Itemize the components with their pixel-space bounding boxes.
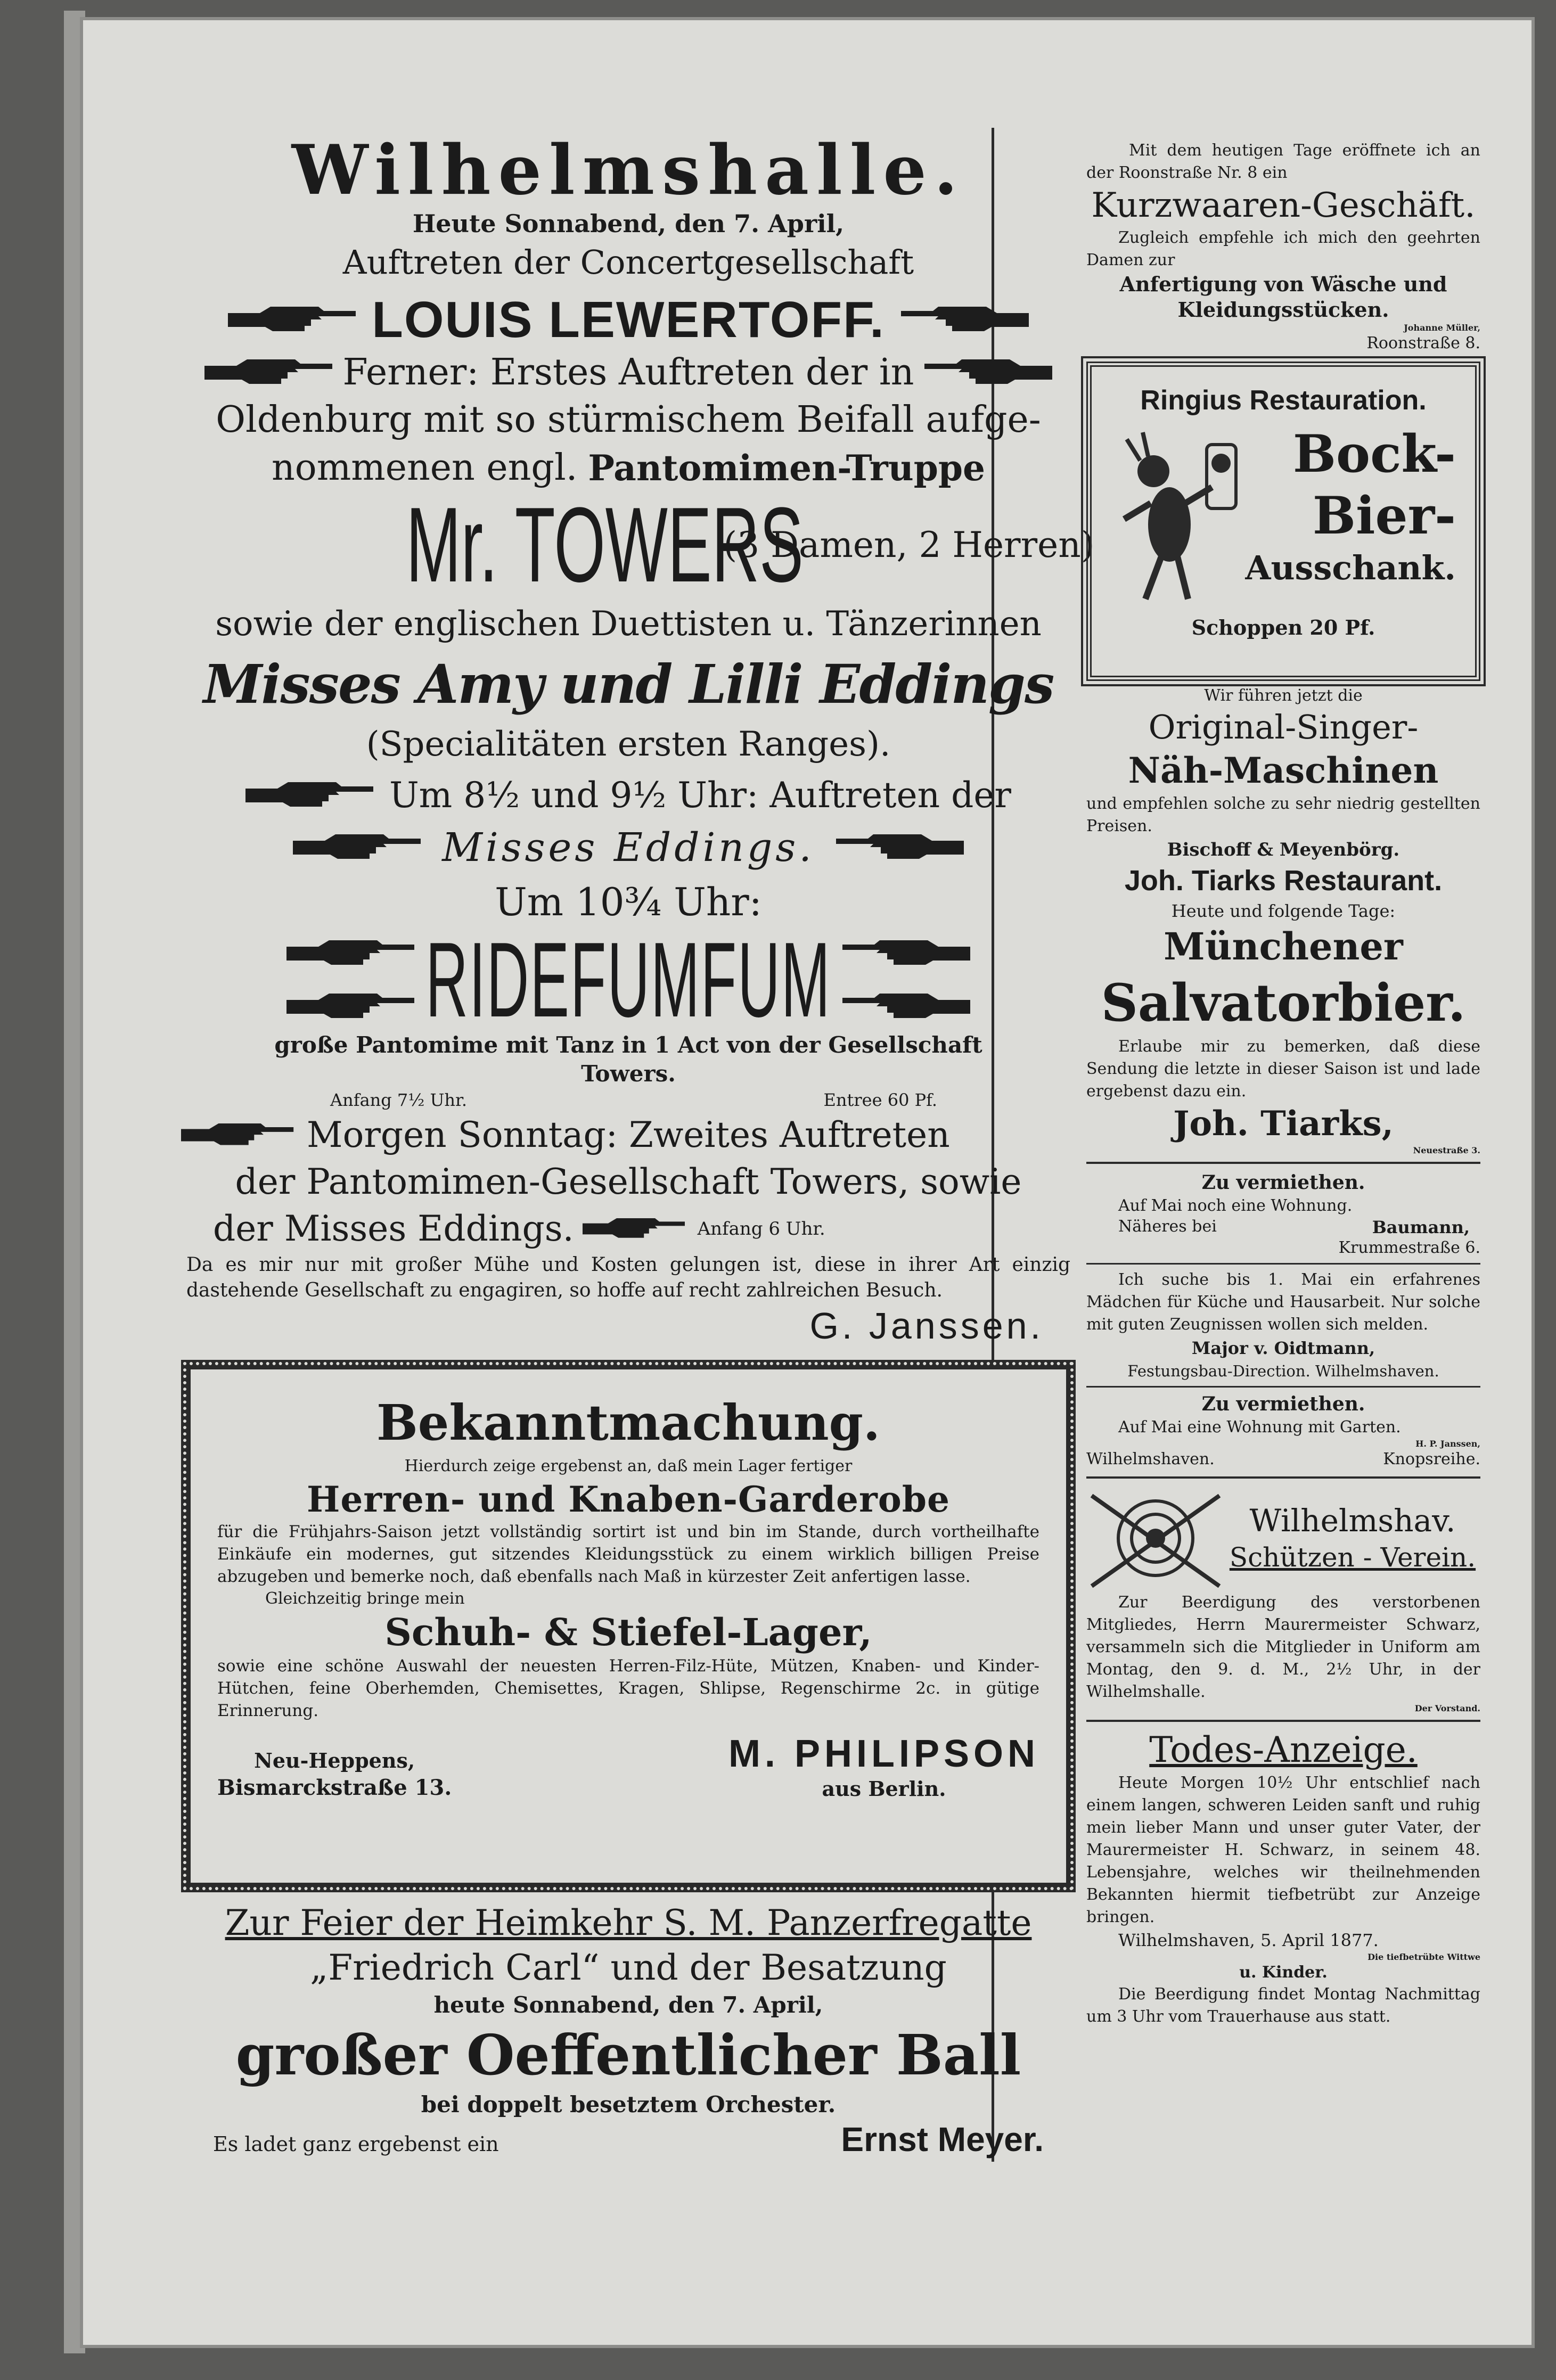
muenchener: Münchener: [1164, 924, 1403, 969]
pantomime-line-1: große Pantomime mit Tanz in 1 Act von der Gesellschaft: [274, 1032, 982, 1058]
pointing-hand-icon: [583, 1210, 689, 1248]
verm2-addr: Knopsreihe.: [1383, 1450, 1480, 1468]
philipson-name: M. PHILIPSON: [728, 1733, 1039, 1775]
ferner-line-3-row: [181, 444, 1076, 492]
anfang-time: Anfang 7½ Uhr.: [330, 1090, 467, 1110]
bock-goat-icon: [1111, 423, 1244, 615]
kurz-name: Johanne Müller,: [1404, 323, 1480, 333]
kurz-bold: Anfertigung von Wäsche und Kleidungsstücken.: [1119, 272, 1447, 322]
hands-right: [837, 935, 970, 1025]
kurz-addr: Roonstraße 8.: [1366, 334, 1480, 352]
um-8-text: Um 8½ und 9½ Uhr: Auftreten der: [389, 775, 1011, 816]
bekanntmachung-box: [181, 1360, 1076, 1892]
misses-amy-lilli: Misses Amy und Lilli Eddings: [203, 653, 1054, 716]
verm1-body: Auf Mai noch eine Wohnung.: [1118, 1196, 1353, 1215]
pointing-hand-icon: [896, 301, 1029, 339]
tiarks-body: Erlaube mir zu bemerken, daß diese Sendung die letzte in dieser Saison ist und lade ergebenst dazu ein.: [1086, 1037, 1480, 1101]
date-line: Heute Sonnabend, den 7. April,: [412, 209, 845, 238]
entree-price: Entree 60 Pf.: [823, 1090, 937, 1110]
ball-invite-row: [181, 2119, 1076, 2160]
anfang-entree-row: [181, 1088, 1076, 1112]
ball-line-1: Zur Feier der Heimkehr S. M. Panzerfregatte: [225, 1902, 1032, 1943]
duettisten-line: sowie der englischen Duettisten u. Tänzerinnen: [215, 604, 1042, 644]
divider: [1086, 1162, 1480, 1164]
tiarks-signature: Joh. Tiarks,: [1173, 1104, 1394, 1144]
sonntag-line-3: der Misses Eddings.: [213, 1208, 574, 1249]
bekannt-title: Bekanntmachung.: [376, 1394, 880, 1451]
bekannt-place: [217, 1747, 452, 1802]
maedchen-body: Ich suche bis 1. Mai ein erfahrenes Mädchen für Küche und Hausarbeit. Nur solche mit guten Zeugnissen wollen sich melden.: [1086, 1270, 1480, 1334]
divider: [1086, 1720, 1480, 1722]
ball-line-2: „Friedrich Carl“ und der Besatzung: [310, 1947, 947, 1988]
schuetzen-body: Zur Beerdigung des verstorbenen Mitgliedes, Herrn Maurermeister Schwarz, versammeln sich die Mitglieder in Uniform am Montag, den 9. d. M., 2½ Uhr, in der Wilhelmshalle.: [1086, 1593, 1480, 1701]
towers-name: Mr. TOWERS: [405, 486, 804, 604]
schuetzen-title: [1225, 1501, 1480, 1575]
bekannt-intro: Hierdurch zeige ergebenst an, daß mein Lager fertiger: [404, 1457, 853, 1475]
verm1-name: Baumann,: [1372, 1217, 1470, 1237]
schuetzen-line-1: Wilhelmshav.: [1249, 1503, 1456, 1539]
concert-line: Auftreten der Concertgesellschaft: [342, 243, 914, 282]
singer-title: Original-Singer-: [1148, 708, 1419, 746]
janssen-signature: G. Janssen.: [809, 1305, 1044, 1347]
bekannt-body: für die Frühjahrs-Saison jetzt vollständig sortirt ist und bin im Stande, durch vortheilhafte Einkäufe ein modernes, gut sitzendes Kleidungsstück zu einem wirklich billigen Preise abzugeben und bemerke noch, daß ebenfalls nach Maß in kürzester Zeit anfertigen lasse.: [217, 1522, 1039, 1586]
pointing-hand-icon: [204, 354, 338, 391]
sonntag-line-1: Morgen Sonntag: Zweites Auftreten: [307, 1114, 950, 1155]
ball-line-3: heute Sonnabend, den 7. April,: [433, 1992, 823, 2018]
pointing-hand-icon: [181, 1117, 298, 1154]
vorstand: Der Vorstand.: [1414, 1703, 1480, 1713]
singer-firm: Bischoff & Meyenbörg.: [1167, 839, 1400, 860]
ridefumfum-title: RIDEFUMFUM: [425, 921, 831, 1039]
bekannt-place-2: Bismarckstraße 13.: [217, 1775, 452, 1800]
pointing-hand-icon: [837, 988, 970, 1025]
pointing-hand-icon: [837, 935, 970, 972]
divider: [1086, 1476, 1480, 1479]
specialitaeten-line: (Specialitäten ersten Ranges).: [366, 725, 891, 764]
verm2-place: Wilhelmshaven.: [1086, 1450, 1215, 1468]
pointing-hand-icon: [293, 829, 426, 866]
todes-beerdigung: Die Beerdigung findet Montag Nachmittag um 3 Uhr vom Trauerhause aus statt.: [1086, 1985, 1480, 2026]
misses-eddings-row: [181, 821, 1076, 874]
ringius-body: [1111, 423, 1456, 615]
divider: [1086, 1386, 1480, 1388]
verm1-contact: [1086, 1217, 1480, 1237]
bock-2: Bier-: [1312, 486, 1456, 546]
verm1-naeheres: Näheres bei: [1118, 1217, 1217, 1236]
hands-left: [286, 935, 420, 1025]
pointing-hand-icon: [831, 829, 964, 866]
ferner-line-2: Oldenburg mit so stürmischem Beifall aufge-: [216, 399, 1041, 441]
pointing-hand-icon: [919, 354, 1052, 391]
major-name: Major v. Oidtmann,: [1191, 1338, 1375, 1358]
singer-intro: Wir führen jetzt die: [1204, 686, 1363, 705]
ringius-title: Ringius Restauration.: [1140, 385, 1427, 416]
bekannt-gleichzeitig: Gleichzeitig bringe mein: [265, 1589, 465, 1608]
pantomimen-truppe: Pantomimen-Truppe: [588, 447, 985, 489]
todes-signature: Die tiefbetrübte Wittwe: [1367, 1952, 1480, 1962]
schoppen-price: Schoppen 20 Pf.: [1191, 615, 1375, 639]
ball-host: Ernst Meyer.: [841, 2120, 1044, 2159]
bock-1: Bock-: [1292, 424, 1456, 484]
ferner-row: [181, 349, 1076, 396]
verm2-title: Zu vermiethen.: [1201, 1393, 1365, 1415]
ringius-box: [1086, 362, 1480, 681]
shooting-target-icon: [1086, 1485, 1225, 1591]
lewertoff-name: LOUIS LEWERTOFF.: [372, 291, 885, 348]
right-column: [1086, 139, 1480, 2028]
ball-line-5: bei doppelt besetztem Orchester.: [421, 2091, 836, 2118]
tiarks-title: Joh. Tiarks Restaurant.: [1124, 865, 1443, 897]
bekannt-place-1: Neu-Heppens,: [254, 1749, 415, 1772]
pointing-hand-icon: [228, 301, 361, 339]
bekannt-body-2: sowie eine schöne Auswahl der neuesten Herren-Filz-Hüte, Mützen, Knaben- und Kinder-Hütchen, feine Oberhemden, Chemisettes, Kragen, Shlipse, Regenschirme 2c. in gütige Erinnerung.: [217, 1656, 1039, 1720]
todes-body: Heute Morgen 10½ Uhr entschlief nach einem langen, schweren Leiden sanft und ruhig mein lieber Mann und unser guter Vater, der Maurermeister H. Schwarz, in seinem 48. Lebensjahre, welches wir theilnehmenden Bekannten hiermit tiefbetrübt zur Anzeige bringen.: [1086, 1774, 1480, 1926]
verm2-row: [1086, 1449, 1480, 1470]
todes-signature-2: u. Kinder.: [1239, 1963, 1328, 1982]
bekannt-garderobe: Herren- und Knaben-Garderobe: [307, 1479, 950, 1520]
sonntag-row: [181, 1112, 1076, 1159]
towers-row: [181, 486, 1095, 604]
divider: [1086, 1263, 1480, 1265]
philipson-sub: aus Berlin.: [822, 1777, 946, 1801]
singer-body: und empfehlen solche zu sehr niedrig gestellten Preisen.: [1086, 794, 1480, 835]
left-column: [181, 130, 1095, 2160]
um-8-row: [181, 770, 1076, 821]
kurz-title: Kurzwaaren-Geschäft.: [1091, 186, 1476, 225]
ferner-line-3: nommenen engl.: [272, 447, 578, 489]
kurz-body: Zugleich empfehle ich mich den geehrten Damen zur: [1086, 228, 1480, 269]
ball-invite: Es ladet ganz ergebenst ein: [213, 2132, 499, 2156]
salvatorbier: Salvatorbier.: [1101, 973, 1466, 1033]
ridefumfum-row: [181, 921, 1076, 1039]
sonntag-line-2: der Pantomimen-Gesellschaft Towers, sowie: [235, 1161, 1022, 1202]
todes-place: Wilhelmshaven, 5. April 1877.: [1118, 1930, 1379, 1950]
towers-count: (3 Damen, 2 Herren): [723, 524, 1095, 565]
um-1034-line: Um 10¾ Uhr:: [495, 880, 762, 924]
kurz-intro: Mit dem heutigen Tage eröffnete ich an der Roonstraße Nr. 8 ein: [1086, 141, 1480, 182]
closing-text: Da es mir nur mit großer Mühe und Kosten gelungen ist, diese in ihrer Art einzig dastehende Gesellschaft zu engagiren, so hoffe auf recht zahlreichen Besuch.: [186, 1254, 1070, 1301]
festung-line: Festungsbau-Direction. Wilhelmshaven.: [1127, 1362, 1439, 1380]
sonntag-3-row: [181, 1205, 1076, 1252]
ball-line-4: großer Oeffentlicher Ball: [235, 2022, 1021, 2088]
pantomime-line-2: Towers.: [581, 1061, 676, 1087]
pointing-hand-icon: [245, 777, 379, 814]
bekannt-firm-block: [728, 1731, 1039, 1802]
pointing-hand-icon: [286, 935, 420, 972]
verm1-title: Zu vermiethen.: [1201, 1171, 1365, 1194]
bock-text: [1244, 423, 1456, 615]
anfang-6: Anfang 6 Uhr.: [697, 1218, 825, 1240]
bock-3: Ausschank.: [1245, 548, 1456, 587]
pointing-hand-icon: [286, 988, 420, 1025]
signature-row: [181, 1303, 1076, 1348]
schuetzen-line-2: Schützen - Verein.: [1229, 1542, 1476, 1573]
verm2-name: H. P. Janssen,: [1415, 1439, 1480, 1449]
singer-big: Näh-Maschinen: [1128, 750, 1439, 791]
bekannt-footer: [217, 1731, 1039, 1802]
verm1-addr: Krummestraße 6.: [1338, 1238, 1480, 1257]
schuetzen-header: [1086, 1485, 1480, 1591]
wilhelmshalle-title: Wilhelmshalle.: [291, 130, 965, 210]
ferner-line-1: Ferner: Erstes Auftreten der in: [342, 351, 914, 393]
lewertoff-row: [181, 291, 1076, 349]
tiarks-addr: Neuestraße 3.: [1413, 1145, 1480, 1155]
verm2-body: Auf Mai eine Wohnung mit Garten.: [1118, 1418, 1401, 1437]
todes-title: Todes-Anzeige.: [1149, 1729, 1418, 1770]
bekannt-schuh: Schuh- & Stiefel-Lager,: [384, 1610, 872, 1654]
misses-eddings: Misses Eddings.: [442, 825, 815, 871]
tiarks-intro: Heute und folgende Tage:: [1171, 901, 1396, 921]
